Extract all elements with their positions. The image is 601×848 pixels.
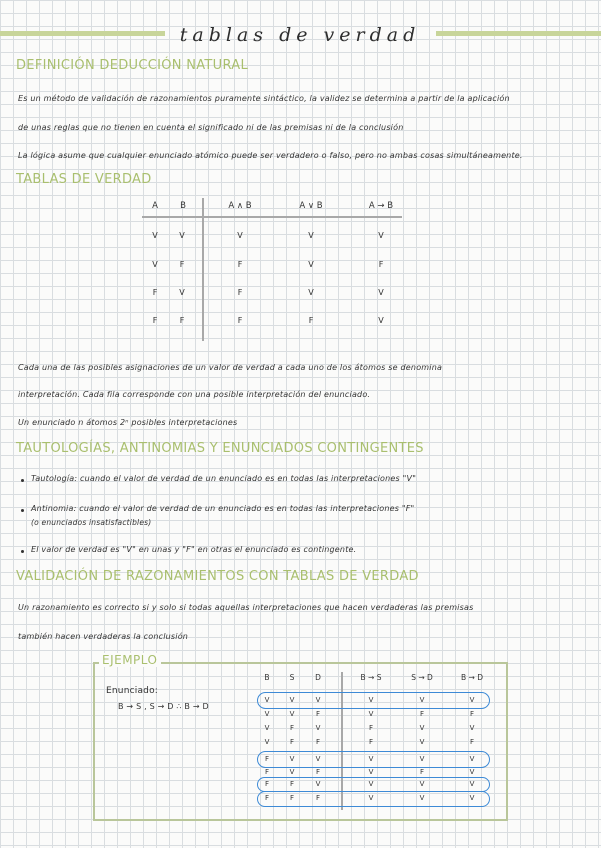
paragraph-line: Es un método de validación de razonamientos puramente sintáctico, la validez se determina a partir de la aplicación: [18, 94, 510, 103]
example-table-cell: F: [289, 724, 295, 732]
truth-table-cell: V: [308, 231, 314, 240]
example-table-cell: V: [368, 780, 374, 788]
example-table-header: B → S: [360, 673, 382, 682]
example-table-cell: F: [315, 768, 321, 776]
truth-table-header: A → B: [368, 201, 394, 211]
truth-table-cell: V: [378, 316, 384, 325]
example-table-cell: F: [315, 710, 321, 718]
truth-table-cell: F: [308, 316, 314, 325]
example-table-cell: V: [469, 724, 475, 732]
example-table-cell: F: [469, 710, 475, 718]
truth-table-cell: F: [237, 260, 243, 269]
example-table-cell: F: [368, 738, 374, 746]
bullet-item-contingente: El valor de verdad es "V" en unas y "F" en otras el enunciado es contingente.: [31, 545, 357, 554]
example-table-cell: F: [315, 794, 321, 802]
paragraph-line: también hacen verdaderas la conclusión: [18, 632, 189, 641]
example-table-cell: V: [469, 696, 475, 704]
example-table-cell: V: [368, 794, 374, 802]
truth-table-header: A ∧ B: [228, 201, 252, 211]
truth-table-cell: F: [237, 316, 243, 325]
example-table-cell: F: [264, 780, 270, 788]
page-title-banner: [0, 10, 601, 50]
example-table-header: S → D: [411, 673, 433, 682]
truth-table-cell: F: [152, 288, 158, 297]
example-table-header: B: [264, 673, 270, 682]
example-table-cell: V: [469, 755, 475, 763]
page-title: tablas de verdad: [179, 24, 421, 46]
truth-table-cell: V: [179, 231, 185, 240]
truth-table-cell: F: [378, 260, 384, 269]
example-table-cell: V: [264, 738, 270, 746]
example-table-cell: V: [289, 768, 295, 776]
example-table-cell: V: [469, 794, 475, 802]
paragraph-line: La lógica asume que cualquier enunciado atómico puede ser verdadero o falso, pero no ambas cosas simultáneamente.: [18, 151, 523, 160]
example-table-cell: F: [289, 794, 295, 802]
truth-table-cell: F: [152, 316, 158, 325]
bullet-item-tautologia: Tautología: cuando el valor de verdad de un enunciado es en todas las interpretaciones "V": [31, 474, 417, 483]
truth-table-cell: V: [237, 231, 243, 240]
example-table-cell: V: [264, 696, 270, 704]
bullet-item-antinomia: Antinomia: cuando el valor de verdad de un enunciado es en todas las interpretaciones "F": [31, 504, 415, 513]
truth-table-cell: F: [179, 316, 185, 325]
title-rule-right: [436, 31, 601, 36]
example-table-header: B → D: [461, 673, 483, 682]
truth-table-cell: V: [378, 231, 384, 240]
example-table-cell: F: [419, 768, 425, 776]
example-table-cell: V: [289, 696, 295, 704]
bullet-dot: [21, 550, 24, 553]
paragraph-line: interpretación. Cada fila corresponde con una posible interpretación del enunciado.: [18, 390, 371, 399]
example-label: EJEMPLO: [99, 653, 161, 667]
paragraph-line: Un enunciado n átomos 2ⁿ posibles interpretaciones: [18, 418, 238, 427]
truth-table-cell: V: [308, 260, 314, 269]
title-rule-left: [0, 31, 165, 36]
example-table-cell: V: [469, 768, 475, 776]
truth-table-cell: V: [378, 288, 384, 297]
paragraph-line: Cada una de las posibles asignaciones de un valor de verdad a cada uno de los átomos se denomina: [18, 363, 443, 372]
example-table-cell: V: [289, 710, 295, 718]
example-table-header: D: [315, 673, 321, 682]
example-table-cell: F: [289, 738, 295, 746]
example-table-cell: F: [289, 780, 295, 788]
truth-table-cell: F: [237, 288, 243, 297]
bullet-dot: [21, 479, 24, 482]
truth-table-header: B: [180, 201, 186, 211]
example-table-cell: F: [469, 738, 475, 746]
example-formula: B → S , S → D ∴ B → D: [118, 702, 209, 711]
example-table-cell: V: [419, 794, 425, 802]
example-table-cell: V: [315, 780, 321, 788]
bullet-subnote: (o enunciados insatisfactibles): [31, 518, 152, 527]
example-table-cell: V: [368, 755, 374, 763]
example-table-cell: F: [264, 794, 270, 802]
paragraph-line: Un razonamiento es correcto si y solo si todas aquellas interpretaciones que hacen verdaderas las premisas: [18, 603, 474, 612]
example-table-cell: F: [315, 738, 321, 746]
example-table-cell: V: [289, 755, 295, 763]
example-table-cell: V: [264, 724, 270, 732]
truth-table-cell: V: [152, 260, 158, 269]
example-table-cell: V: [419, 696, 425, 704]
example-table-cell: V: [264, 710, 270, 718]
truth-table-cell: V: [152, 231, 158, 240]
example-table-cell: F: [264, 768, 270, 776]
truth-table-cell: F: [179, 260, 185, 269]
example-table-cell: V: [368, 768, 374, 776]
section-heading-tautologias: TAUTOLOGÍAS, ANTINOMIAS Y ENUNCIADOS CONTINGENTES: [16, 441, 424, 456]
example-table-cell: V: [419, 780, 425, 788]
truth-table-cell: V: [308, 288, 314, 297]
example-enunciado-label: Enunciado:: [106, 686, 159, 696]
truth-table-cell: V: [179, 288, 185, 297]
example-table-cell: V: [315, 724, 321, 732]
section-heading-tablas: TABLAS DE VERDAD: [16, 172, 152, 187]
section-heading-definicion: DEFINICIÓN DEDUCCIÓN NATURAL: [16, 58, 249, 73]
section-heading-validacion: VALIDACIÓN DE RAZONAMIENTOS CON TABLAS DE VERDAD: [16, 569, 419, 584]
example-table-cell: V: [315, 755, 321, 763]
example-table-cell: V: [469, 780, 475, 788]
example-table-cell: V: [419, 738, 425, 746]
example-table-header: S: [289, 673, 295, 682]
example-table-cell: F: [419, 710, 425, 718]
truth-table-divider: [202, 198, 204, 341]
paragraph-line: de unas reglas que no tienen en cuenta el significado ni de las premisas ni de la conclusión: [18, 123, 404, 132]
example-table-cell: V: [419, 724, 425, 732]
bullet-dot: [21, 509, 24, 512]
truth-table-header: A: [152, 201, 158, 211]
example-table-cell: F: [264, 755, 270, 763]
example-table-cell: V: [368, 710, 374, 718]
truth-table-header: A ∨ B: [299, 201, 323, 211]
example-table-cell: V: [419, 755, 425, 763]
example-table-cell: F: [368, 724, 374, 732]
truth-table-header-rule: [142, 216, 402, 218]
example-table-cell: V: [315, 696, 321, 704]
example-table-cell: V: [368, 696, 374, 704]
